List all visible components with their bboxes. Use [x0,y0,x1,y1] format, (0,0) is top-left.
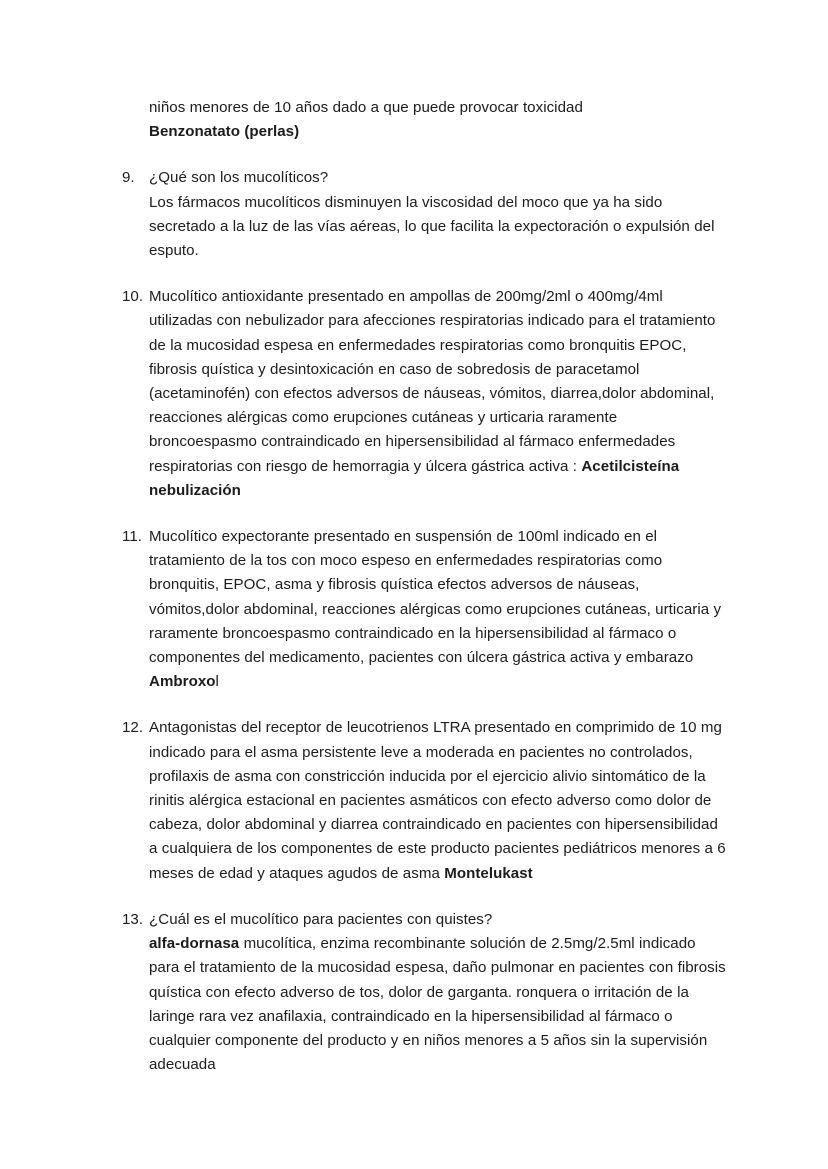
list-item-body [149,525,728,694]
list-item [122,525,728,694]
list-item-text: Los fármacos mucolíticos disminuyen la viscosidad del moco que ya ha sido secretado a la luz de las vías aéreas, lo que facilita la expectoración o expulsión del esputo. [149,193,715,260]
orphan-continuation-block [149,96,728,144]
list-item-number: 10. [122,288,144,306]
list-item-body [149,908,728,1077]
list-item-question: ¿Cuál es el mucolítico para pacientes con quistes? [149,910,493,928]
list-item-number: 13. [122,910,144,928]
list-item-body [149,166,728,263]
list-item-number: 9. [122,169,135,187]
list-item-drug-name-tail: l [215,673,219,691]
list-item-drug-name: alfa-dornasa [149,935,240,953]
orphan-line-2-drug-name: Benzonatato (perlas) [149,123,300,141]
list-item-text: Mucolítico expectorante presentado en suspensión de 100ml indicado en el tratamiento de la tos con moco espeso en enfermedades respiratorias como bronquitis, EPOC, asma y fibrosis quística efectos adversos de náuseas, vómitos,dolor abdominal, reacciones alérgicas como erupciones cutáneas, urticaria y raramente broncoespasmo contraindicado en la hipersensibilidad al fármaco o componentes del medicamento, pacientes con úlcera gástrica activa y embarazo [149,528,722,667]
list-item-body [149,285,728,503]
list-item-drug-name: Montelukast [444,864,533,882]
list-item-text: mucolítica, enzima recombinante solución de 2.5mg/2.5ml indicado para el tratamiento de la mucosidad espesa, daño pulmonar en pacientes con fibrosis quística con efecto adverso de tos, dolor de garganta. ronquera o irritación de la laringe rara vez anafilaxia, contraindicado en la hipersensibilidad al fármaco o cualquier componente del producto y en niños menores a 5 años sin la supervisión adecuada [149,935,726,1074]
list-item [122,166,728,263]
list-item-number: 12. [122,719,144,737]
orphan-line-1: niños menores de 10 años dado a que puede provocar toxicidad [149,99,583,116]
list-item [122,716,728,885]
list-item-drug-name: Acetilcisteína nebulización [149,457,680,499]
list-item-text: Antagonistas del receptor de leucotrienos LTRA presentado en comprimido de 10 mg indicado para el asma persistente leve a moderada en pacientes no controlados, profilaxis de asma con constricción inducida por el ejercicio alivio sintomático de la rinitis alérgica estacional en pacientes asmáticos con efecto adverso como dolor de cabeza, dolor abdominal y diarrea contraindicado en pacientes con hipersensibilidad a cualquiera de los componentes de este producto pacientes pediátricos menores a 6 meses de edad y ataques agudos de asma [149,719,726,882]
list-item [122,908,728,1077]
list-item [122,285,728,503]
list-item-body [149,716,728,885]
list-item-drug-name: Ambroxo [149,673,216,691]
document-text-column [122,96,728,1077]
list-item-number: 11. [122,528,142,546]
list-item-text: Mucolítico antioxidante presentado en ampollas de 200mg/2ml o 400mg/4ml utilizadas con nebulizador para afecciones respiratorias indicado para el tratamiento de la mucosidad espesa en enfermedades respiratorias como bronquitis EPOC, fibrosis quística y desintoxicación en caso de sobredosis de paracetamol (acetaminofén) con efectos adversos de náuseas, vómitos, diarrea,dolor abdominal, reacciones alérgicas como erupciones cutáneas y urticaria raramente broncoespasmo contraindicado en hipersensibilidad al fármaco enfermedades respiratorias con riesgo de hemorragia y úlcera gástrica activa : [149,288,716,475]
list-item-question: ¿Qué son los mucolíticos? [149,169,329,187]
